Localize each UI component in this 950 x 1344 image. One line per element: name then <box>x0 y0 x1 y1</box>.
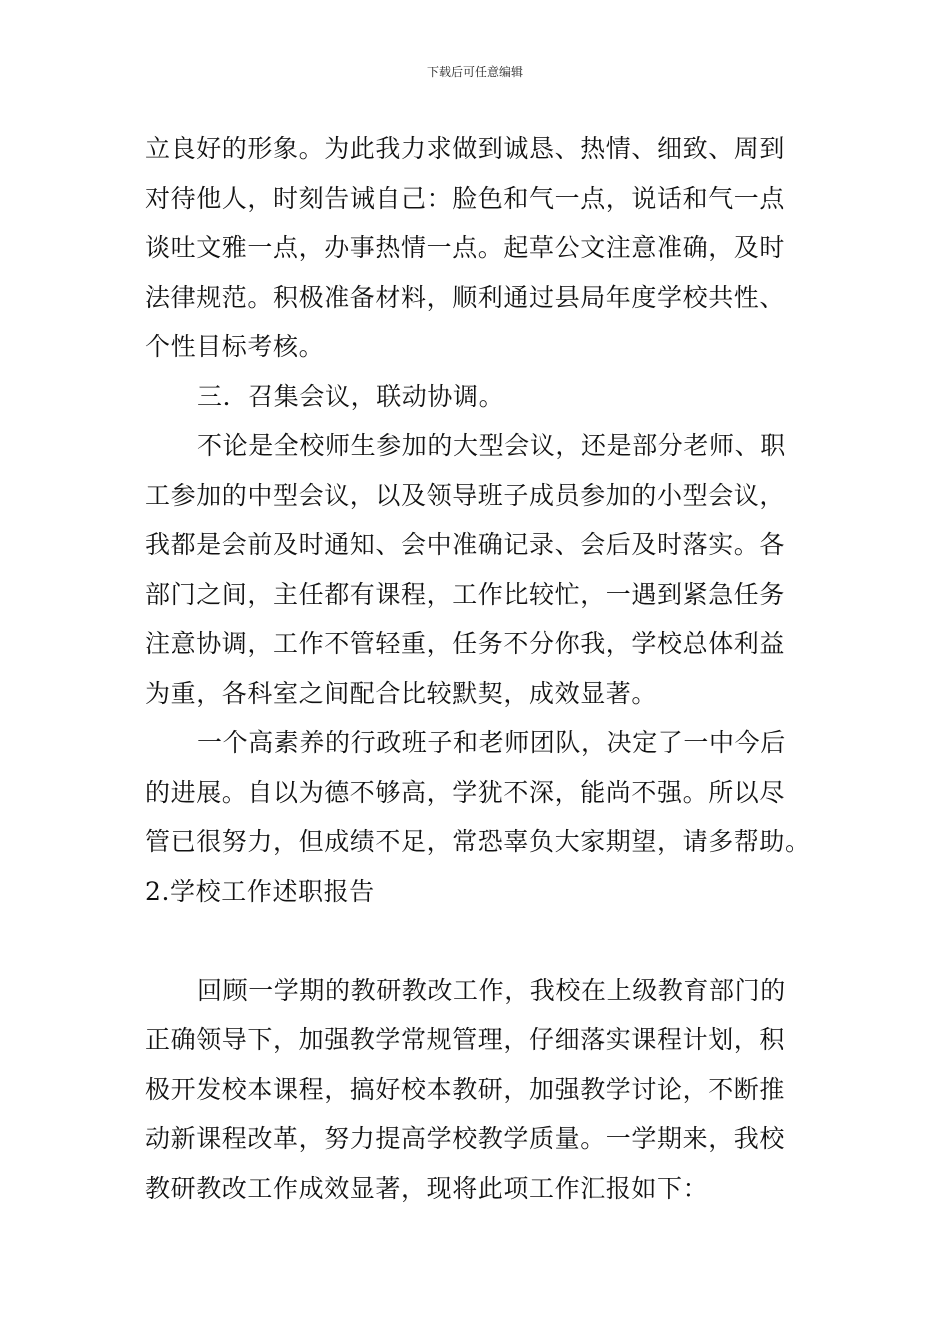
paragraph-line: 管已很努力，但成绩不足，常恐辜负大家期望，请多帮助。 <box>145 827 811 856</box>
paragraph-line: 为重，各科室之间配合比较默契，成效显著。 <box>145 678 658 708</box>
page-header: 下载后可任意编辑 <box>426 65 523 79</box>
paragraph-line: 极开发校本课程，搞好校本教研，加强教学讨论，不断推 <box>145 1074 786 1104</box>
paragraph-line: 动新课程改革，努力提高学校教学质量。一学期来，我校 <box>145 1124 786 1153</box>
paragraph-line: 部门之间，主任都有课程，工作比较忙，一遇到紧急任务 <box>145 579 786 609</box>
paragraph-line: 回顾一学期的教研教改工作，我校在上级教育部门的 <box>197 975 786 1005</box>
paragraph-line: 一个高素养的行政班子和老师团队，决定了一中今后 <box>197 728 786 757</box>
paragraph-line: 个性目标考核。 <box>145 332 325 361</box>
paragraph-line: 的进展。自以为德不够高，学犹不深，能尚不强。所以尽 <box>145 777 786 807</box>
blank-line <box>145 916 815 966</box>
paragraph-line: 谈吐文雅一点，办事热情一点。起草公文注意准确，及时 <box>145 233 786 262</box>
paragraph-line: 法律规范。积极准备材料，顺利通过县局年度学校共性、 <box>145 282 786 312</box>
paragraph-line: 我都是会前及时通知、会中准确记录、会后及时落实。各 <box>145 530 786 559</box>
paragraph-line: 正确领导下，加强教学常规管理，仔细落实课程计划，积 <box>145 1025 786 1054</box>
paragraph-line: 工参加的中型会议，以及领导班子成员参加的小型会议， <box>145 480 786 510</box>
document-title: 2.学校工作述职报告 <box>145 876 375 906</box>
paragraph-line: 不论是全校师生参加的大型会议，还是部分老师、职 <box>197 431 786 460</box>
section-heading: 三．召集会议，联动协调。 <box>197 381 505 411</box>
document-body <box>145 124 815 1213</box>
paragraph-line: 注意协调，工作不管轻重，任务不分你我，学校总体利益 <box>145 629 786 658</box>
paragraph-line: 对待他人，时刻告诫自己：脸色和气一点，说话和气一点 <box>145 183 786 213</box>
paragraph-line: 教研教改工作成效显著，现将此项工作汇报如下： <box>145 1173 709 1203</box>
paragraph-line: 立良好的形象。为此我力求做到诚恳、热情、细致、周到 <box>145 134 786 163</box>
